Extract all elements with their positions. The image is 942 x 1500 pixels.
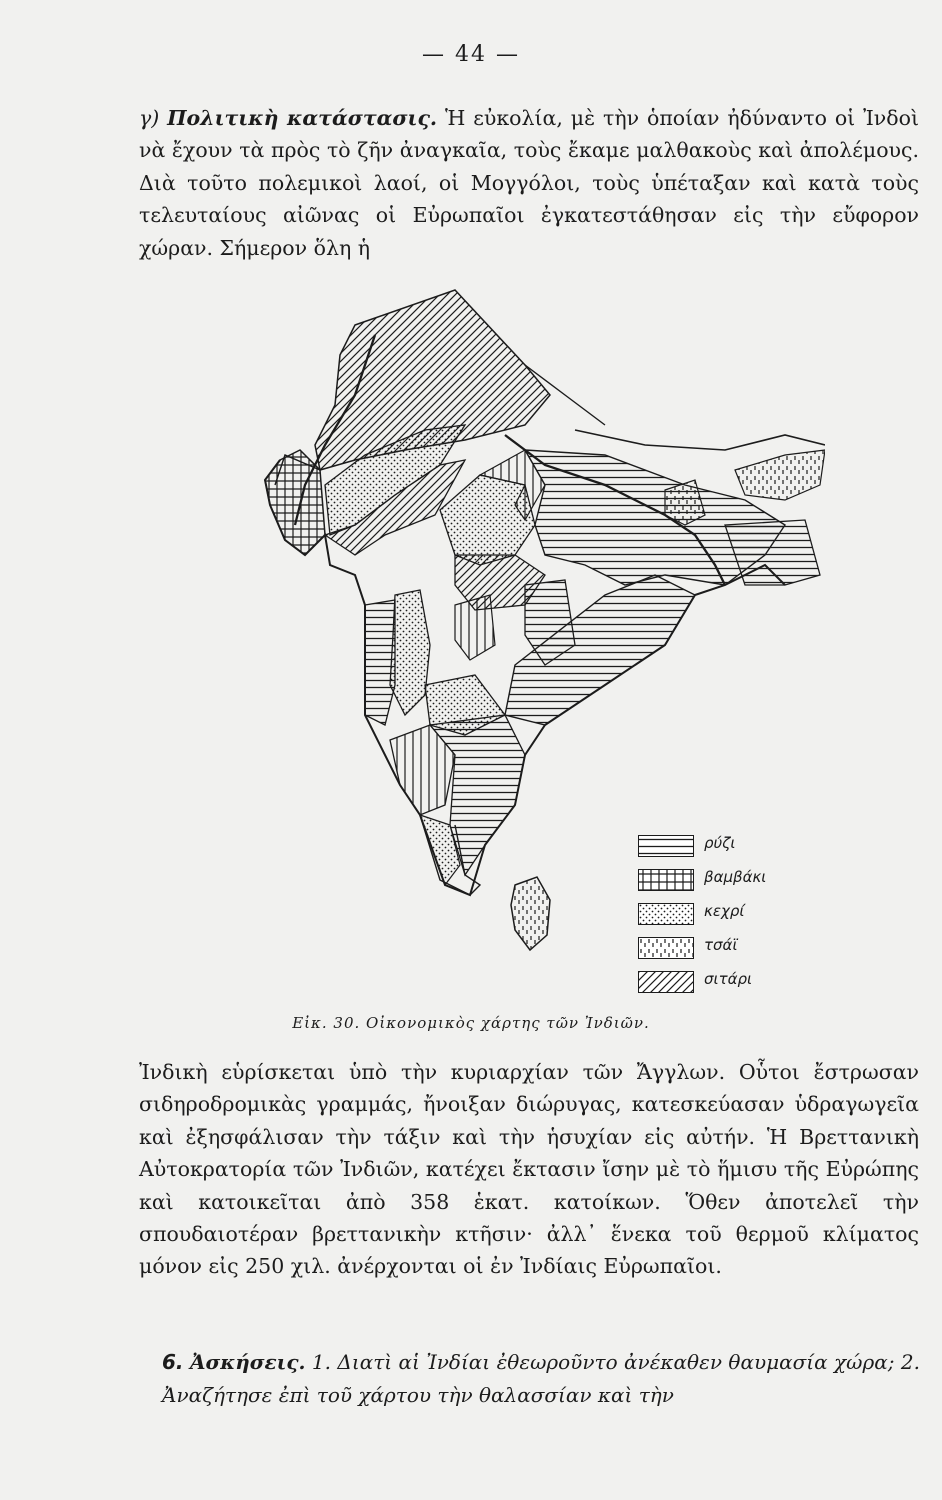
legend-swatch-dashed-icon — [638, 937, 694, 959]
page-number: — 44 — — [422, 42, 520, 67]
legend-swatch-diagonal-icon — [638, 971, 694, 993]
region-millet-westcoast — [390, 590, 430, 715]
section-political-situation — [139, 102, 919, 264]
legend-swatch-horizontal-icon — [638, 835, 694, 857]
region-tea-northeast — [735, 450, 825, 500]
legend-item-rice — [638, 833, 838, 859]
economic-map-india — [225, 285, 825, 1005]
section-heading: Πολιτικὴ κατάστασις. — [167, 106, 438, 130]
legend-item-tea — [638, 935, 838, 961]
legend-label: σιτάρι — [704, 970, 753, 988]
legend-label: βαμβάκι — [704, 868, 767, 886]
region-rice-westcoast — [365, 600, 395, 725]
figure-caption: Εἰκ. 30. Οἰκονομικὸς χάρτης τῶν Ἰνδιῶν. — [292, 1014, 650, 1032]
legend-item-millet — [638, 901, 838, 927]
legend-swatch-dots-icon — [638, 903, 694, 925]
region-cotton-deccan — [455, 595, 495, 660]
legend-label: κεχρί — [704, 902, 745, 920]
section-text: Ἡ εὐκολία, μὲ τὴν ὁποίαν ἠδύναντο οἱ Ἰνδοὶ νὰ ἔχουν τὰ πρὸς τὸ ζῆν ἀναγκαῖα, τοὺς ἔκαμε μαλθακοὺς καὶ ἀπολέμους. Διὰ τοῦτο πολεμικοὶ λαοί, οἱ Μογγόλοι, τοὺς ὑπέταξαν καὶ κατὰ τοὺς τελευταίους αἰῶνας οἱ Εὐρωπαῖοι ἐγκατεστάθησαν εἰς τὴν εὔφορον χώραν. Σήμερον ὅλη ἡ — [139, 106, 919, 260]
legend-item-wheat — [638, 969, 838, 995]
legend-label: ρύζι — [704, 834, 736, 852]
region-cotton-west — [265, 450, 325, 555]
river-brahmaputra — [575, 430, 825, 450]
section-prefix: γ) — [139, 106, 160, 130]
continuation-paragraph: Ἰνδικὴ εὑρίσκεται ὑπὸ τὴν κυριαρχίαν τῶν Ἄγγλων. Οὗτοι ἔστρωσαν σιδηροδρομικὰς γραμμάς, ἤνοιξαν διώρυγας, κατεσκεύασαν ὑδραγωγεῖα καὶ ἐξησφάλισαν τὴν τάξιν καὶ τὴν ἡσυχίαν εἰς αὐτήν. Ἡ Βρεττανικὴ Αὐτοκρατορία τῶν Ἰνδιῶν, κατέχει ἔκτασιν ἴσην μὲ τὸ ἥμισυ τῆς Εὐρώπης καὶ κατοικεῖται ἀπὸ 358 ἑκατ. κατοίκων. Ὅθεν ἀποτελεῖ τὴν σπουδαιοτέραν βρεττανικὴν κτῆσιν· ἀλλ᾽ ἕνεκα τοῦ θερμοῦ κλίματος μόνον εἰς 250 χιλ. ἀνέρχονται οἱ ἐν Ἰνδίαις Εὐρωπαῖοι. — [139, 1060, 919, 1279]
exercises-text: 1. Διατὶ αἱ Ἰνδίαι ἐθεωροῦντο ἀνέκαθεν θαυμασία χώρα; 2. Ἀναζήτησε ἐπὶ τοῦ χάρτου τὴν θαλασσίαν καὶ τὴν — [162, 1350, 921, 1407]
legend-label: τσάϊ — [704, 936, 738, 954]
exercises-number: 6. — [162, 1350, 184, 1374]
region-ceylon — [511, 877, 550, 950]
region-millet-central — [440, 475, 535, 565]
region-rice-east — [725, 520, 820, 585]
legend-swatch-grid-icon — [638, 869, 694, 891]
legend-item-cotton — [638, 867, 838, 893]
exercises-heading: Ἀσκήσεις. — [189, 1350, 306, 1374]
exercises-section — [162, 1346, 920, 1412]
india-map-figure — [225, 285, 825, 1005]
